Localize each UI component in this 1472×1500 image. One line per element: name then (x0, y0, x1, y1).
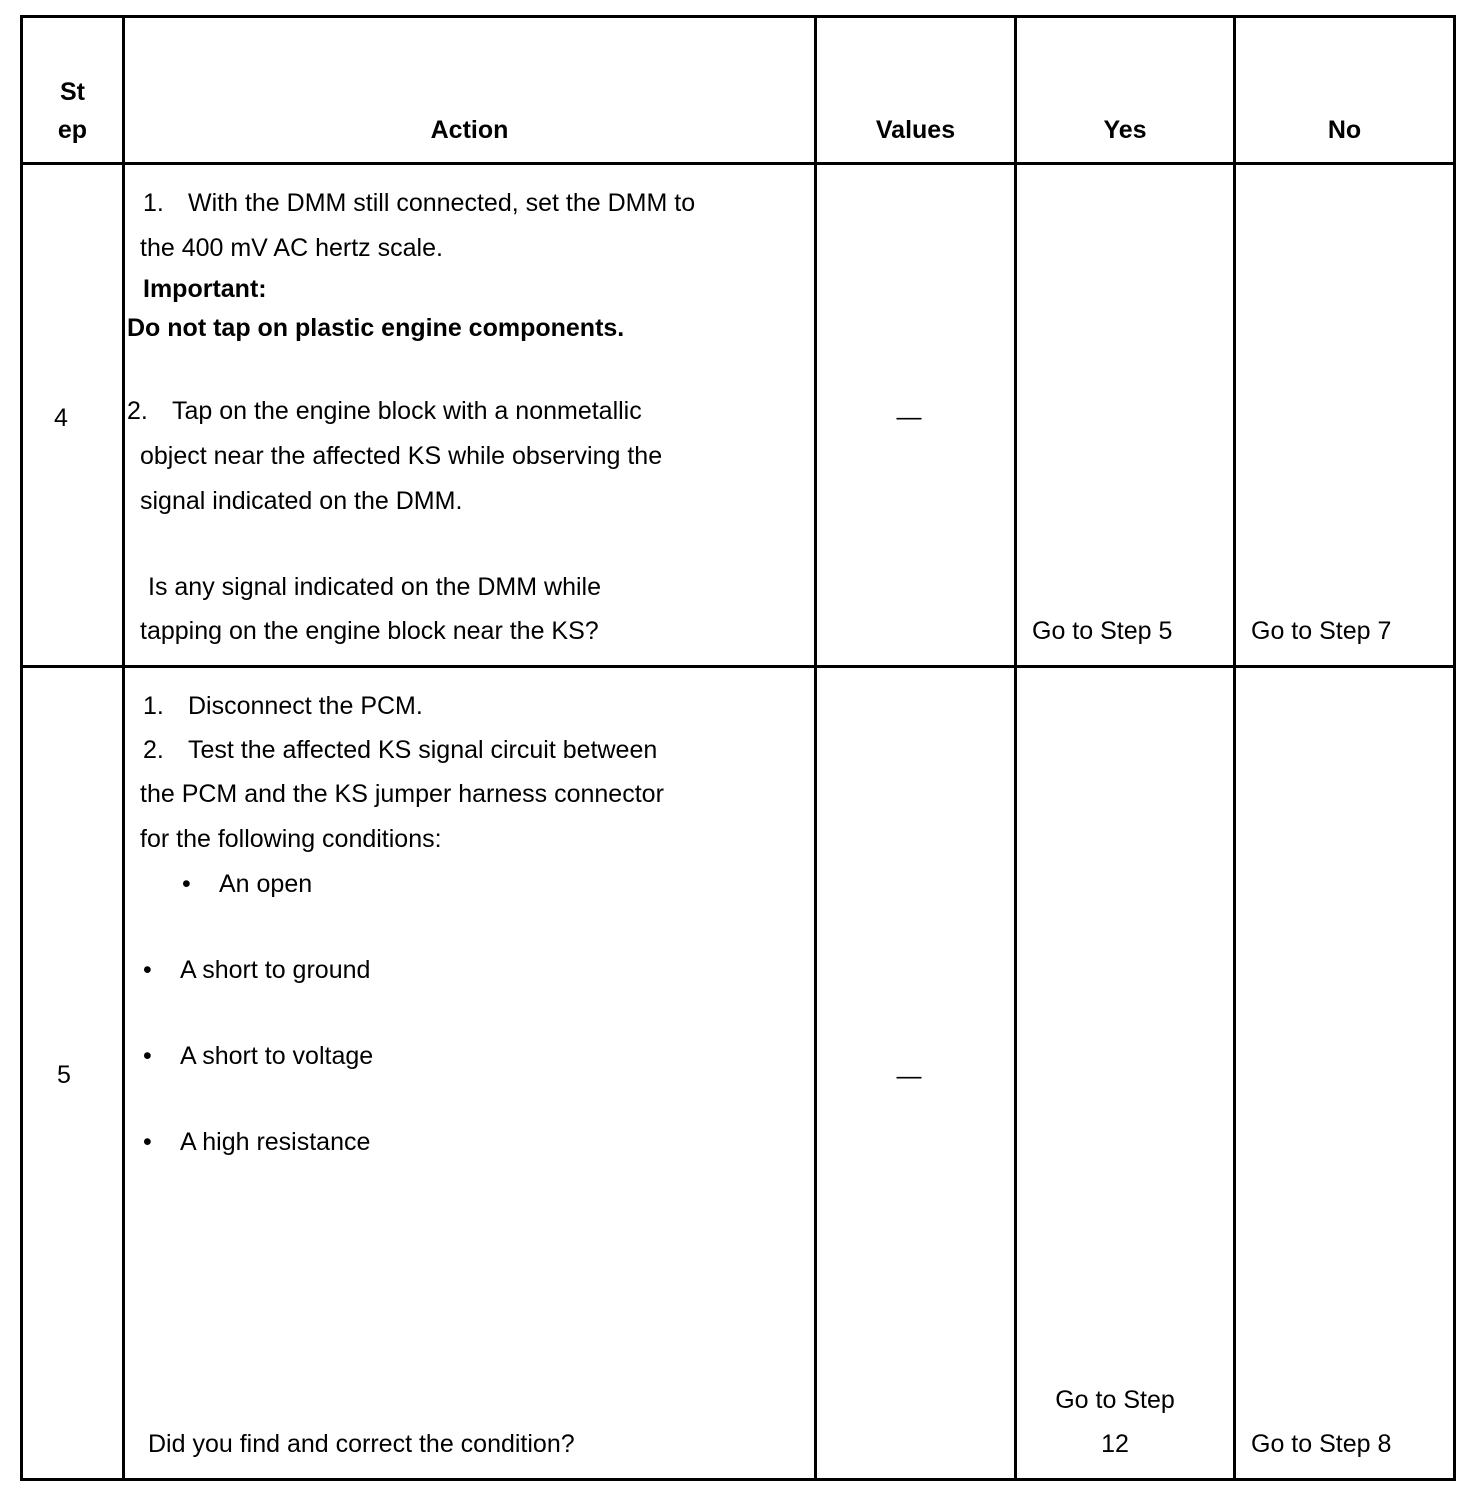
header-action: Action (430, 116, 509, 144)
action-text: Disconnect the PCM. (188, 692, 423, 720)
important-note: Do not tap on plastic engine components. (127, 314, 625, 342)
action-text: object near the affected KS while observing the (140, 442, 663, 470)
header-divider (20, 162, 1456, 165)
bullet-icon: • (143, 956, 152, 984)
col-divider-values (1014, 15, 1017, 1481)
action-question: Did you find and correct the condition? (148, 1430, 575, 1458)
list-number: 1. (143, 189, 164, 217)
header-step-line1: St (60, 78, 85, 106)
list-item: A short to voltage (180, 1042, 374, 1070)
header-no: No (1327, 116, 1362, 144)
action-text: the 400 mV AC hertz scale. (140, 234, 443, 262)
list-item: An open (219, 870, 313, 898)
row-divider (20, 665, 1456, 668)
yes-link[interactable]: Go to Step (1055, 1386, 1175, 1414)
list-number: 2. (143, 736, 164, 764)
list-item: A short to ground (180, 956, 371, 984)
col-divider-action (814, 15, 817, 1481)
header-values: Values (875, 116, 956, 144)
action-question: tapping on the engine block near the KS? (140, 617, 599, 645)
bullet-icon: • (182, 870, 191, 898)
important-label: Important: (143, 275, 267, 303)
list-number: 2. (127, 397, 148, 425)
table-border-bottom (20, 1478, 1456, 1481)
step-number: 5 (57, 1061, 71, 1089)
list-item: A high resistance (180, 1128, 371, 1156)
table-border-right (1453, 15, 1456, 1481)
bullet-icon: • (143, 1128, 152, 1156)
yes-link[interactable]: Go to Step 5 (1032, 617, 1173, 645)
action-text: Tap on the engine block with a nonmetallic (172, 397, 642, 425)
step-number: 4 (54, 404, 68, 432)
action-text: Test the affected KS signal circuit between (188, 736, 658, 764)
bullet-icon: • (143, 1042, 152, 1070)
action-question: Is any signal indicated on the DMM while (148, 573, 602, 601)
header-step-line2: ep (57, 116, 88, 144)
col-divider-step (122, 15, 125, 1481)
action-text: the PCM and the KS jumper harness connector (140, 780, 664, 808)
yes-link[interactable]: 12 (1101, 1430, 1129, 1458)
no-link[interactable]: Go to Step 7 (1251, 617, 1392, 645)
table-border-left (20, 15, 23, 1481)
action-text: for the following conditions: (140, 825, 442, 853)
list-number: 1. (143, 692, 164, 720)
action-text: signal indicated on the DMM. (140, 487, 463, 515)
header-yes: Yes (1103, 116, 1147, 144)
action-text: With the DMM still connected, set the DMM to (188, 189, 696, 217)
col-divider-yes (1233, 15, 1236, 1481)
values-dash: — (896, 403, 922, 431)
no-link[interactable]: Go to Step 8 (1251, 1430, 1392, 1458)
table-border-top (20, 15, 1456, 18)
values-dash: — (896, 1062, 922, 1090)
